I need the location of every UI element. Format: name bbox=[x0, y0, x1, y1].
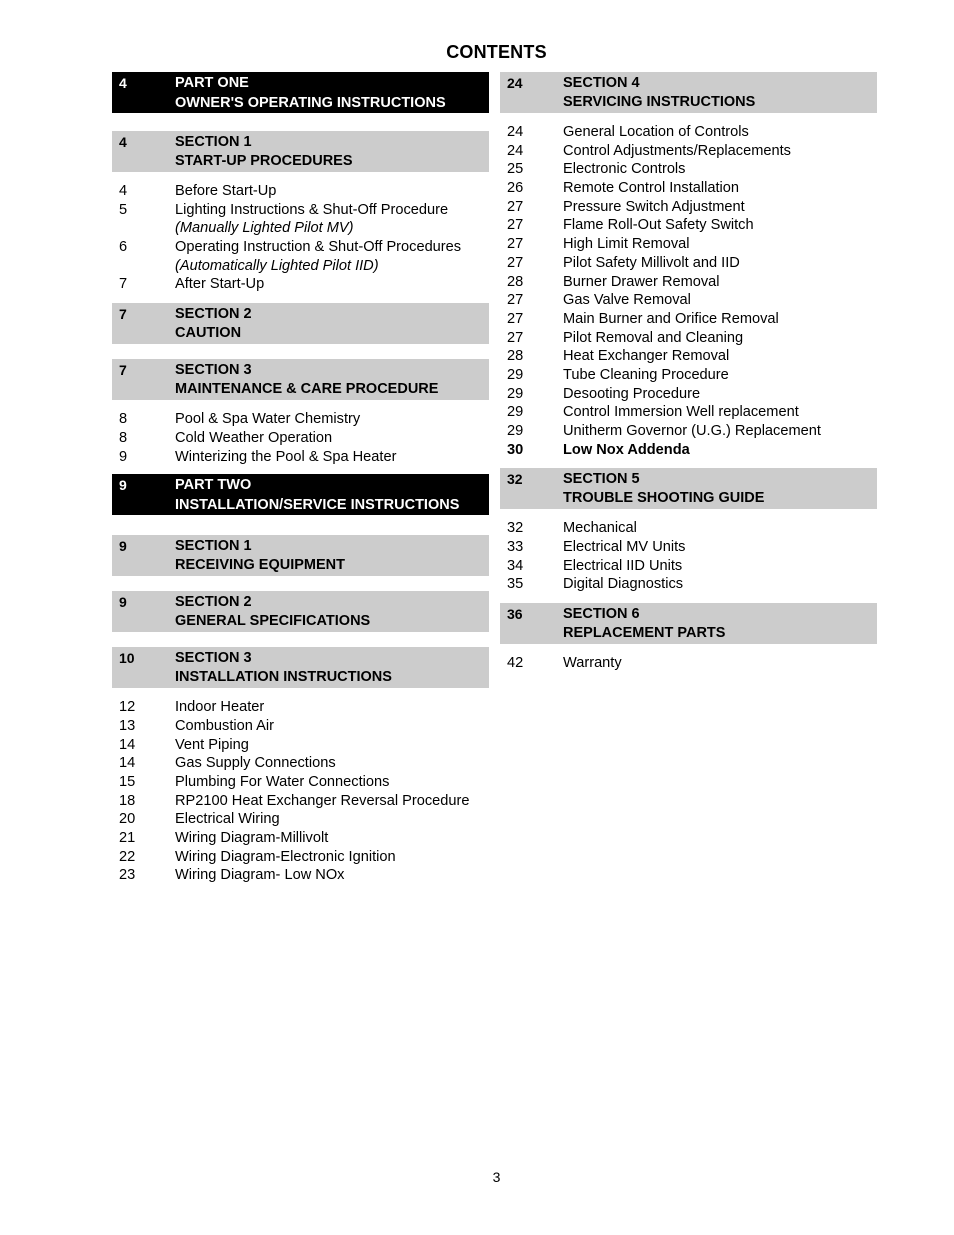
toc-entry[interactable] bbox=[112, 810, 489, 829]
toc-part-title: OWNER'S OPERATING INSTRUCTIONS bbox=[175, 95, 446, 111]
toc-entry-page: 8 bbox=[119, 429, 128, 446]
toc-part-label: PART TWO bbox=[175, 477, 252, 494]
toc-entry-page: 27 bbox=[507, 236, 524, 253]
toc-entry-page: 24 bbox=[507, 142, 524, 159]
toc-section-label: SECTION 6 bbox=[563, 606, 640, 623]
toc-entry[interactable] bbox=[112, 429, 489, 448]
toc-entry-page: 7 bbox=[119, 276, 128, 293]
toc-entry-text: Low Nox Addenda bbox=[563, 441, 690, 458]
toc-entry-page: 27 bbox=[507, 254, 524, 271]
toc-entry[interactable] bbox=[500, 403, 877, 422]
toc-entry-text: Pilot Removal and Cleaning bbox=[563, 329, 744, 346]
toc-entry[interactable] bbox=[500, 557, 877, 576]
toc-section-2-header[interactable] bbox=[112, 303, 489, 344]
toc-entry-page: 27 bbox=[507, 292, 524, 309]
toc-entry-text: Wiring Diagram- Low NOx bbox=[175, 867, 345, 884]
toc-entry-page: 34 bbox=[507, 557, 524, 574]
toc-entry-page: 23 bbox=[119, 867, 136, 884]
toc-entry-page: 14 bbox=[119, 755, 136, 772]
toc-part-title: INSTALLATION/SERVICE INSTRUCTIONS bbox=[175, 497, 460, 514]
toc-entry[interactable] bbox=[500, 366, 877, 385]
toc-page-number: 4 bbox=[119, 134, 127, 150]
toc-section-label: SECTION 1 bbox=[175, 538, 252, 555]
toc-entry[interactable] bbox=[112, 448, 489, 467]
toc-entry-text: General Location of Controls bbox=[563, 124, 749, 140]
toc-entry-text: RP2100 Heat Exchanger Reversal Procedure bbox=[175, 792, 470, 809]
toc-entry[interactable] bbox=[500, 347, 877, 366]
toc-entry[interactable] bbox=[500, 179, 877, 198]
toc-entry-page: 35 bbox=[507, 576, 524, 593]
toc-section-label: SECTION 5 bbox=[563, 471, 640, 488]
toc-entry-page: 22 bbox=[119, 848, 136, 865]
toc-entry[interactable] bbox=[500, 519, 877, 538]
toc-entry-page: 21 bbox=[119, 830, 136, 847]
toc-entry[interactable] bbox=[112, 866, 489, 885]
toc-entry-text: Flame Roll-Out Safety Switch bbox=[563, 217, 754, 234]
toc-entry-text: Electrical IID Units bbox=[563, 557, 683, 574]
toc-entry[interactable] bbox=[112, 182, 489, 201]
toc-part-one-header[interactable] bbox=[112, 72, 489, 113]
toc-p2-section-3-header[interactable] bbox=[112, 647, 489, 688]
toc-entry-page: 27 bbox=[507, 310, 524, 327]
toc-entry[interactable] bbox=[500, 142, 877, 161]
toc-entry-text: High Limit Removal bbox=[563, 236, 690, 253]
toc-entry-page: 25 bbox=[507, 161, 524, 178]
toc-entry[interactable] bbox=[112, 792, 489, 811]
toc-entry[interactable] bbox=[112, 698, 489, 717]
toc-entry[interactable] bbox=[112, 848, 489, 867]
toc-section-title: MAINTENANCE & CARE PROCEDURE bbox=[175, 381, 439, 398]
toc-entry-text: Electrical MV Units bbox=[563, 539, 686, 556]
toc-entry-text: Digital Diagnostics bbox=[563, 576, 684, 593]
toc-entry-text: Cold Weather Operation bbox=[175, 429, 333, 446]
toc-entry-page: 20 bbox=[119, 811, 136, 828]
toc-entry[interactable] bbox=[500, 216, 877, 235]
toc-section-label: SECTION 2 bbox=[175, 306, 252, 323]
toc-entry-page: 27 bbox=[507, 329, 524, 346]
toc-entry-text: Unitherm Governor (U.G.) Replacement bbox=[563, 423, 821, 439]
toc-entry[interactable] bbox=[500, 198, 877, 217]
toc-page-number: 4 bbox=[119, 75, 127, 91]
toc-entry-page: 4 bbox=[119, 183, 128, 199]
toc-entry-page: 12 bbox=[119, 699, 136, 716]
toc-entry-text: Pilot Safety Millivolt and IID bbox=[563, 254, 740, 271]
toc-entry-page: 13 bbox=[119, 717, 136, 734]
toc-entry-text: Pool & Spa Water Chemistry bbox=[175, 411, 361, 428]
toc-entry[interactable] bbox=[500, 235, 877, 254]
toc-entry-page: 24 bbox=[507, 124, 524, 140]
toc-section-title: START-UP PROCEDURES bbox=[175, 153, 353, 169]
toc-entry[interactable] bbox=[500, 254, 877, 273]
toc-entry[interactable] bbox=[500, 291, 877, 310]
toc-entry-text: Plumbing For Water Connections bbox=[175, 773, 390, 790]
toc-entry-page: 32 bbox=[507, 520, 524, 537]
toc-entry-text: Winterizing the Pool & Spa Heater bbox=[175, 448, 397, 465]
toc-entry-subtext: (Automatically Lighted Pilot IID) bbox=[175, 257, 379, 274]
toc-entry-page: 27 bbox=[507, 198, 524, 215]
toc-p2-section-2-header[interactable] bbox=[112, 591, 489, 632]
toc-section-title: SERVICING INSTRUCTIONS bbox=[563, 94, 756, 110]
toc-entry-text: Gas Supply Connections bbox=[175, 755, 336, 772]
toc-entry-page: 9 bbox=[119, 448, 128, 465]
toc-entry[interactable] bbox=[500, 273, 877, 292]
toc-entry-text: Mechanical bbox=[563, 520, 637, 537]
toc-entry-text: Control Immersion Well replacement bbox=[563, 404, 799, 421]
toc-entry[interactable] bbox=[500, 575, 877, 594]
toc-entry-text: Lighting Instructions & Shut-Off Procedure bbox=[175, 201, 449, 218]
toc-section-title: TROUBLE SHOOTING GUIDE bbox=[563, 490, 765, 507]
page-number: 3 bbox=[492, 1169, 501, 1185]
toc-page-number: 9 bbox=[119, 477, 127, 494]
toc-entry[interactable] bbox=[112, 275, 489, 294]
toc-entry-text: Pressure Switch Adjustment bbox=[563, 198, 745, 215]
toc-entry[interactable] bbox=[112, 238, 489, 275]
toc-section-label: SECTION 4 bbox=[563, 75, 640, 91]
toc-entry-text: Electrical Wiring bbox=[175, 811, 280, 828]
toc-entry[interactable] bbox=[500, 160, 877, 179]
toc-entry-text: Operating Instruction & Shut-Off Procedures bbox=[175, 239, 462, 256]
toc-entry-page: 28 bbox=[507, 348, 524, 365]
toc-section-label: SECTION 1 bbox=[175, 134, 252, 150]
toc-entry[interactable] bbox=[112, 736, 489, 755]
toc-entry-page: 30 bbox=[507, 441, 524, 458]
toc-entry-page: 18 bbox=[119, 792, 136, 809]
toc-entry-text: Wiring Diagram-Electronic Ignition bbox=[175, 848, 396, 865]
toc-section-title: GENERAL SPECIFICATIONS bbox=[175, 613, 371, 630]
toc-section-label: SECTION 2 bbox=[175, 594, 252, 611]
toc-section-title: CAUTION bbox=[175, 325, 242, 342]
toc-page-number: 32 bbox=[507, 471, 523, 488]
toc-entry[interactable] bbox=[500, 329, 877, 348]
toc-entry-page: 29 bbox=[507, 423, 524, 439]
toc-entry[interactable] bbox=[112, 410, 489, 429]
toc-entry-text: Warranty bbox=[563, 655, 622, 672]
toc-entry[interactable] bbox=[500, 123, 877, 142]
toc-entry-text: After Start-Up bbox=[175, 276, 265, 293]
toc-page-number: 7 bbox=[119, 306, 127, 323]
toc-entry[interactable] bbox=[112, 829, 489, 848]
toc-section-4-header[interactable] bbox=[500, 72, 877, 113]
toc-page-number: 24 bbox=[507, 75, 523, 91]
toc-page-number: 7 bbox=[119, 362, 127, 379]
toc-entry-page: 33 bbox=[507, 539, 524, 556]
toc-entry-page: 28 bbox=[507, 273, 524, 290]
toc-page-number: 36 bbox=[507, 606, 523, 623]
toc-entry-low-nox-addenda[interactable] bbox=[500, 441, 877, 460]
toc-entry[interactable] bbox=[500, 654, 877, 673]
toc-entry-text: Indoor Heater bbox=[175, 699, 265, 716]
toc-entry[interactable] bbox=[500, 385, 877, 404]
toc-section-title: INSTALLATION INSTRUCTIONS bbox=[175, 669, 392, 686]
toc-part-two-header[interactable] bbox=[112, 474, 489, 515]
toc-entry-text: Burner Drawer Removal bbox=[563, 273, 720, 290]
toc-section-title: REPLACEMENT PARTS bbox=[563, 625, 726, 642]
toc-entry-text: Remote Control Installation bbox=[563, 180, 740, 197]
toc-right-column bbox=[500, 72, 877, 673]
toc-entry-text: Electronic Controls bbox=[563, 161, 686, 178]
toc-entry-page: 26 bbox=[507, 180, 524, 197]
toc-entry-page: 29 bbox=[507, 385, 524, 402]
toc-entry-text: Desooting Procedure bbox=[563, 385, 701, 402]
toc-page-number: 10 bbox=[119, 650, 135, 667]
toc-entry-text: Tube Cleaning Procedure bbox=[563, 366, 729, 383]
toc-entry-text: Heat Exchanger Removal bbox=[563, 348, 730, 365]
toc-section-1-header[interactable] bbox=[112, 131, 489, 172]
toc-p2-section-1-header[interactable] bbox=[112, 535, 489, 576]
toc-entry-text: Main Burner and Orifice Removal bbox=[563, 310, 779, 327]
toc-entry-page: 15 bbox=[119, 773, 136, 790]
toc-section-5-header[interactable] bbox=[500, 468, 877, 509]
toc-entry-subtext: (Manually Lighted Pilot MV) bbox=[175, 220, 354, 237]
toc-section-label: SECTION 3 bbox=[175, 650, 252, 667]
toc-entry-page: 29 bbox=[507, 366, 524, 383]
page-title: CONTENTS bbox=[446, 42, 547, 62]
toc-entry-text: Control Adjustments/Replacements bbox=[563, 142, 791, 159]
toc-entry[interactable] bbox=[500, 422, 877, 441]
toc-entry-text: Combustion Air bbox=[175, 717, 274, 734]
toc-entry-page: 14 bbox=[119, 736, 136, 753]
toc-entry-page: 42 bbox=[507, 655, 524, 672]
toc-entry[interactable] bbox=[112, 754, 489, 773]
toc-entry-page: 6 bbox=[119, 239, 128, 256]
toc-section-6-header[interactable] bbox=[500, 603, 877, 644]
toc-entry-page: 29 bbox=[507, 404, 524, 421]
toc-entry[interactable] bbox=[500, 310, 877, 329]
toc-entry[interactable] bbox=[500, 538, 877, 557]
toc-entry-text: Wiring Diagram-Millivolt bbox=[175, 830, 329, 847]
toc-page-number: 9 bbox=[119, 594, 127, 611]
toc-left-column bbox=[112, 72, 489, 885]
toc-entry-text: Before Start-Up bbox=[175, 183, 277, 199]
toc-entry-page: 5 bbox=[119, 201, 128, 218]
toc-section-3-header[interactable] bbox=[112, 359, 489, 400]
toc-entry-page: 27 bbox=[507, 217, 524, 234]
toc-entry-page: 8 bbox=[119, 411, 128, 428]
toc-section-title: RECEIVING EQUIPMENT bbox=[175, 557, 345, 574]
toc-entry[interactable] bbox=[112, 201, 489, 238]
toc-entry[interactable] bbox=[112, 717, 489, 736]
toc-entry[interactable] bbox=[112, 773, 489, 792]
toc-part-label: PART ONE bbox=[175, 75, 249, 91]
toc-entry-text: Gas Valve Removal bbox=[563, 292, 691, 309]
toc-page-number: 9 bbox=[119, 538, 127, 555]
toc-section-label: SECTION 3 bbox=[175, 362, 252, 379]
toc-entry-text: Vent Piping bbox=[175, 736, 249, 753]
